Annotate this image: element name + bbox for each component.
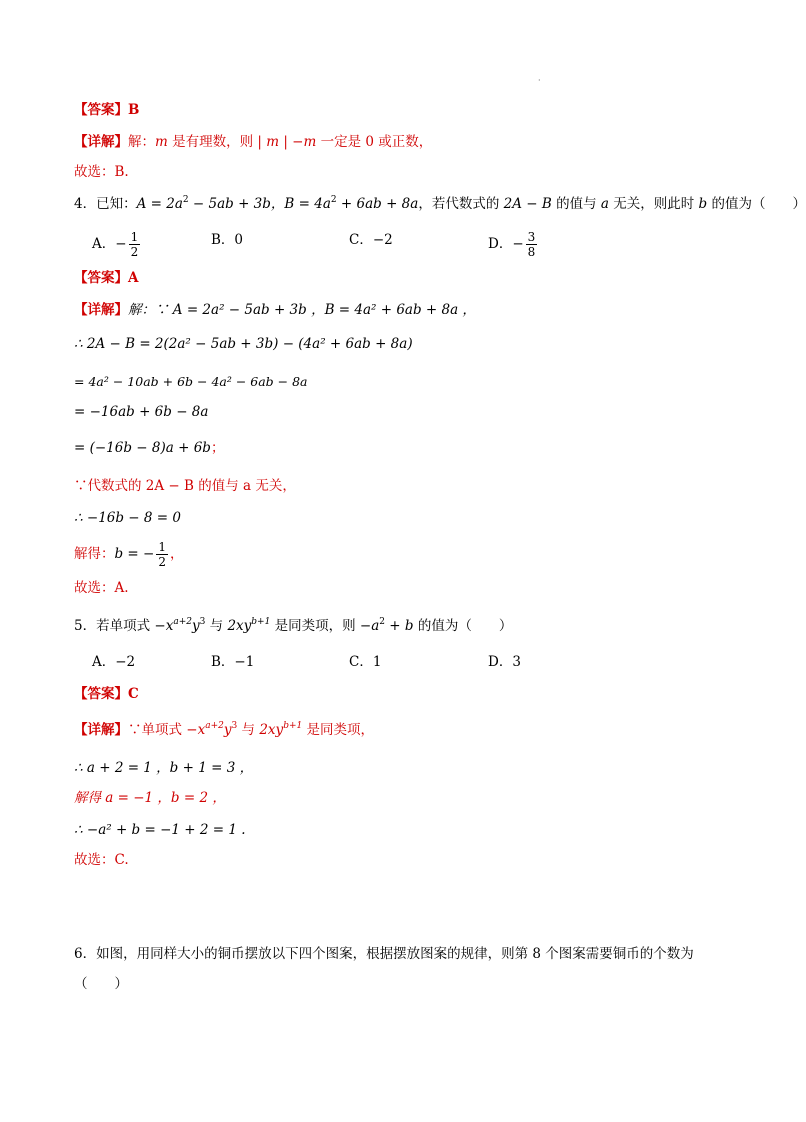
answer-tag: 【答案】 bbox=[74, 270, 128, 286]
math-term: y bbox=[223, 722, 232, 738]
q3-choice: 故选：B. bbox=[74, 164, 129, 180]
q4-choice: 故选：A. bbox=[74, 580, 129, 596]
q4-step-4 bbox=[74, 438, 224, 458]
detail-text: 解： bbox=[128, 134, 155, 150]
solve-label: 解得： bbox=[74, 546, 115, 562]
math-A: A = 2a bbox=[136, 196, 183, 212]
option-label: B． bbox=[211, 232, 235, 248]
fraction-num: 3 bbox=[527, 230, 536, 244]
answer-tag: 【答案】 bbox=[74, 102, 128, 118]
q5-stem: 5．若单项式 $-x^{a+2}y^3$ 与 $2xy^{b+1}$ 是同类项，则 $-a^2 + b$ 的值为（ ） bbox=[74, 617, 513, 634]
math-B2: + 6ab + 8a bbox=[336, 196, 419, 212]
detail-text: 解：∵ A = 2a² − 5ab + 3b ，B = 4a² + 6ab + 8a ， bbox=[128, 302, 476, 318]
fraction bbox=[129, 230, 141, 259]
q4-stem: 4．已知：$A = 2a^2 - 5ab + 3b$，$B = 4a^2 + 6ab + 8a$，若代数式的 2A − B 的值与 a 无关，则此时 b 的值为（ ） bbox=[74, 195, 806, 212]
q4-option-a[interactable] bbox=[92, 230, 142, 259]
stem-text: 4．已知： bbox=[74, 196, 137, 212]
q4-solve-line bbox=[74, 540, 184, 569]
q5-option-d[interactable] bbox=[488, 652, 521, 672]
option-text: −1 bbox=[234, 654, 255, 670]
q3-answer-line bbox=[74, 100, 139, 120]
fraction-den: 8 bbox=[527, 245, 536, 259]
math-sup: 3 bbox=[199, 617, 206, 627]
q4-step-2: = 4a² − 10ab + 6b − 4a² − 6ab − 8a bbox=[74, 374, 308, 389]
q4-equation: ∴ −16b − 8 = 0 bbox=[74, 510, 181, 526]
q6-stem: 6．如图，用同样大小的铜币摆放以下四个图案，根据摆放图案的规律，则第 8 个图案需要铜币的个数为 bbox=[74, 946, 694, 962]
math-a: a bbox=[600, 196, 609, 212]
option-sign: − bbox=[115, 236, 127, 252]
math-term: 2xy bbox=[227, 618, 252, 634]
punct: ， bbox=[170, 546, 184, 562]
math-b: b bbox=[698, 196, 708, 212]
stem-text: ，若代数式的 bbox=[418, 196, 504, 212]
detail-text: 与 bbox=[237, 722, 260, 738]
detail-tag: 【详解】 bbox=[74, 302, 128, 318]
q5-option-a[interactable] bbox=[92, 652, 135, 672]
math-B: ，B = 4a bbox=[270, 196, 331, 212]
math-term: −x bbox=[154, 618, 174, 634]
q4-option-d[interactable] bbox=[488, 230, 539, 259]
math-sup: b+1 bbox=[283, 721, 303, 731]
math-term: −a bbox=[359, 618, 380, 634]
q5-step-2: 解得 a = −1 ，b = 2 ， bbox=[74, 790, 226, 806]
option-text: 1 bbox=[372, 654, 382, 670]
stem-text: 的值为（ ） bbox=[413, 618, 513, 634]
q5-step-1: ∴ a + 2 = 1 ，b + 1 = 3 ， bbox=[74, 760, 254, 776]
math-abs: | m | −m bbox=[257, 134, 317, 150]
option-text: −2 bbox=[372, 232, 393, 248]
option-label: A． bbox=[92, 236, 116, 252]
option-label: A． bbox=[92, 654, 116, 670]
q4-reason: ∵代数式的 2A − B 的值与 a 无关， bbox=[74, 478, 296, 494]
q5-answer-line bbox=[74, 684, 139, 704]
answer-value: B bbox=[128, 102, 140, 118]
fraction-den: 2 bbox=[130, 245, 139, 259]
stem-text: 是同类项，则 bbox=[270, 618, 360, 634]
option-label: D． bbox=[488, 236, 513, 252]
answer-value: A bbox=[128, 270, 139, 286]
math-A2: − 5ab + 3b bbox=[188, 196, 271, 212]
q4-detail-line bbox=[74, 300, 476, 320]
q5-choice: 故选：C. bbox=[74, 852, 129, 868]
detail-text: 是同类项， bbox=[302, 722, 375, 738]
detail-text: 是有理数，则 bbox=[167, 134, 258, 150]
option-label: B． bbox=[211, 654, 235, 670]
answer-value: C bbox=[128, 686, 139, 702]
option-label: C． bbox=[349, 232, 373, 248]
math-sup: a+2 bbox=[173, 617, 192, 627]
q4-step-3: = −16ab + 6b − 8a bbox=[74, 404, 209, 420]
q4-option-c[interactable] bbox=[349, 230, 393, 250]
option-text: −2 bbox=[115, 654, 136, 670]
option-label: D． bbox=[488, 654, 513, 670]
detail-tag: 【详解】 bbox=[74, 134, 128, 150]
option-text: 3 bbox=[512, 654, 521, 670]
q5-detail-line bbox=[74, 720, 374, 740]
math-term: −x bbox=[186, 722, 206, 738]
math-term: 2xy bbox=[259, 722, 284, 738]
math-term: + b bbox=[385, 618, 414, 634]
fraction bbox=[156, 540, 168, 569]
math-term: y bbox=[191, 618, 200, 634]
option-label: C． bbox=[349, 654, 373, 670]
math-step: = (−16b − 8)a + 6b bbox=[74, 440, 211, 456]
q4-answer-line bbox=[74, 268, 138, 288]
q5-step-3: ∴ −a² + b = −1 + 2 = 1 . bbox=[74, 822, 246, 838]
stem-text: 与 bbox=[205, 618, 228, 634]
stem-text: 的值与 bbox=[551, 196, 601, 212]
q5-option-c[interactable] bbox=[349, 652, 381, 672]
q6-stem-end: （ ） bbox=[74, 976, 128, 992]
q4-step-1: ∴ 2A − B = 2(2a² − 5ab + 3b) − (4a² + 6ab + 8a) bbox=[74, 336, 413, 352]
math-sup: a+2 bbox=[205, 721, 224, 731]
q4-option-b[interactable] bbox=[211, 230, 243, 250]
detail-tag: 【详解】 bbox=[74, 722, 128, 738]
math-sup: b+1 bbox=[251, 617, 271, 627]
option-text: 0 bbox=[234, 232, 244, 248]
stem-text: 的值为（ ） bbox=[707, 196, 806, 212]
fraction bbox=[526, 230, 538, 259]
stem-text: 无关，则此时 bbox=[608, 196, 699, 212]
header-mark: · bbox=[538, 76, 541, 85]
stem-text: 5．若单项式 bbox=[74, 618, 155, 634]
math-2AB: 2A − B bbox=[503, 196, 552, 212]
punct: ； bbox=[210, 440, 225, 456]
fraction-den: 2 bbox=[158, 555, 166, 569]
fraction-num: 1 bbox=[158, 540, 166, 554]
answer-tag: 【答案】 bbox=[74, 686, 128, 702]
detail-text: 一定是 0 或正数， bbox=[316, 134, 433, 150]
q5-option-b[interactable] bbox=[211, 652, 254, 672]
detail-text: ∵单项式 bbox=[128, 722, 187, 738]
q3-detail-line bbox=[74, 132, 432, 152]
math-b: b = − bbox=[114, 546, 155, 562]
math-sup: 3 bbox=[231, 721, 238, 731]
option-sign: − bbox=[512, 236, 524, 252]
fraction-num: 1 bbox=[130, 230, 139, 244]
math-m: m bbox=[155, 134, 168, 150]
